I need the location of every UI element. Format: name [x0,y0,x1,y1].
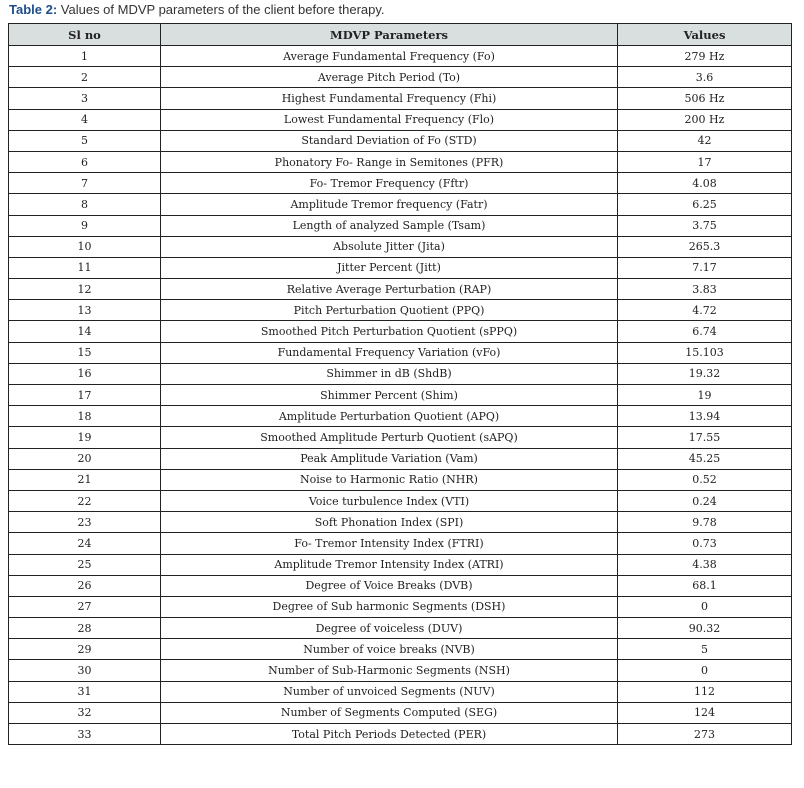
table-row [9,342,792,363]
value-cell: 7.17 [618,257,792,278]
table-row [9,575,792,596]
row-number-cell: 10 [9,236,161,257]
value-cell: 19 [618,385,792,406]
table-row [9,173,792,194]
table-row [9,660,792,681]
parameter-cell: Average Pitch Period (To) [161,67,618,88]
row-number-cell: 11 [9,257,161,278]
table-row [9,257,792,278]
table-row [9,300,792,321]
parameter-cell: Fo- Tremor Frequency (Fftr) [161,173,618,194]
table-row [9,88,792,109]
table-row [9,151,792,172]
row-number-cell: 16 [9,363,161,384]
row-number-cell: 31 [9,681,161,702]
header-parameters: MDVP Parameters [161,24,618,46]
row-number-cell: 18 [9,406,161,427]
value-cell: 273 [618,724,792,745]
row-number-cell: 30 [9,660,161,681]
row-number-cell: 5 [9,130,161,151]
table-row [9,67,792,88]
value-cell: 9.78 [618,512,792,533]
parameter-cell: Degree of voiceless (DUV) [161,618,618,639]
table-row [9,702,792,723]
row-number-cell: 23 [9,512,161,533]
table-row [9,321,792,342]
parameter-cell: Shimmer in dB (ShdB) [161,363,618,384]
row-number-cell: 9 [9,215,161,236]
parameter-cell: Absolute Jitter (Jita) [161,236,618,257]
value-cell: 13.94 [618,406,792,427]
value-cell: 0.24 [618,490,792,511]
value-cell: 124 [618,702,792,723]
parameter-cell: Noise to Harmonic Ratio (NHR) [161,469,618,490]
parameter-cell: Jitter Percent (Jitt) [161,257,618,278]
row-number-cell: 7 [9,173,161,194]
value-cell: 19.32 [618,363,792,384]
row-number-cell: 4 [9,109,161,130]
parameter-cell: Phonatory Fo- Range in Semitones (PFR) [161,151,618,172]
value-cell: 15.103 [618,342,792,363]
parameter-cell: Degree of Voice Breaks (DVB) [161,575,618,596]
parameter-cell: Number of voice breaks (NVB) [161,639,618,660]
parameter-cell: Number of Sub-Harmonic Segments (NSH) [161,660,618,681]
value-cell: 265.3 [618,236,792,257]
parameter-cell: Pitch Perturbation Quotient (PPQ) [161,300,618,321]
value-cell: 0.73 [618,533,792,554]
table-caption [9,2,385,17]
row-number-cell: 33 [9,724,161,745]
value-cell: 4.72 [618,300,792,321]
table-row [9,724,792,745]
parameter-cell: Smoothed Amplitude Perturb Quotient (sAPQ) [161,427,618,448]
parameter-cell: Relative Average Perturbation (RAP) [161,279,618,300]
table-row [9,448,792,469]
table-row [9,279,792,300]
value-cell: 90.32 [618,618,792,639]
table-row [9,533,792,554]
parameter-cell: Length of analyzed Sample (Tsam) [161,215,618,236]
row-number-cell: 28 [9,618,161,639]
table-row [9,385,792,406]
table-row [9,46,792,67]
parameter-cell: Amplitude Perturbation Quotient (APQ) [161,406,618,427]
row-number-cell: 24 [9,533,161,554]
row-number-cell: 25 [9,554,161,575]
row-number-cell: 22 [9,490,161,511]
parameter-cell: Soft Phonation Index (SPI) [161,512,618,533]
parameter-cell: Lowest Fundamental Frequency (Flo) [161,109,618,130]
value-cell: 6.25 [618,194,792,215]
value-cell: 3.83 [618,279,792,300]
parameter-cell: Shimmer Percent (Shim) [161,385,618,406]
row-number-cell: 12 [9,279,161,300]
row-number-cell: 19 [9,427,161,448]
parameter-cell: Amplitude Tremor Intensity Index (ATRI) [161,554,618,575]
value-cell: 506 Hz [618,88,792,109]
value-cell: 0 [618,660,792,681]
parameter-cell: Total Pitch Periods Detected (PER) [161,724,618,745]
value-cell: 112 [618,681,792,702]
parameter-cell: Smoothed Pitch Perturbation Quotient (sPPQ) [161,321,618,342]
table-row [9,681,792,702]
table-row [9,596,792,617]
value-cell: 4.08 [618,173,792,194]
parameter-cell: Peak Amplitude Variation (Vam) [161,448,618,469]
row-number-cell: 32 [9,702,161,723]
table-row [9,130,792,151]
row-number-cell: 17 [9,385,161,406]
value-cell: 3.6 [618,67,792,88]
row-number-cell: 6 [9,151,161,172]
row-number-cell: 26 [9,575,161,596]
caption-label: Table 2: [9,2,58,17]
row-number-cell: 15 [9,342,161,363]
parameter-cell: Highest Fundamental Frequency (Fhi) [161,88,618,109]
value-cell: 45.25 [618,448,792,469]
mdvp-table [8,23,792,745]
value-cell: 17.55 [618,427,792,448]
row-number-cell: 27 [9,596,161,617]
value-cell: 68.1 [618,575,792,596]
value-cell: 5 [618,639,792,660]
row-number-cell: 29 [9,639,161,660]
value-cell: 0.52 [618,469,792,490]
header-sl-no: Sl no [9,24,161,46]
parameter-cell: Voice turbulence Index (VTI) [161,490,618,511]
table-row [9,639,792,660]
table-row [9,490,792,511]
table-row [9,194,792,215]
parameter-cell: Number of Segments Computed (SEG) [161,702,618,723]
value-cell: 3.75 [618,215,792,236]
table-row [9,236,792,257]
value-cell: 200 Hz [618,109,792,130]
parameter-cell: Number of unvoiced Segments (NUV) [161,681,618,702]
table-row [9,109,792,130]
parameter-cell: Average Fundamental Frequency (Fo) [161,46,618,67]
table-row [9,215,792,236]
caption-text: Values of MDVP parameters of the client before therapy. [57,2,385,17]
table-row [9,554,792,575]
value-cell: 42 [618,130,792,151]
value-cell: 279 Hz [618,46,792,67]
parameter-cell: Degree of Sub harmonic Segments (DSH) [161,596,618,617]
table-row [9,469,792,490]
row-number-cell: 20 [9,448,161,469]
value-cell: 6.74 [618,321,792,342]
row-number-cell: 21 [9,469,161,490]
header-row [9,24,792,46]
row-number-cell: 1 [9,46,161,67]
table-row [9,363,792,384]
row-number-cell: 3 [9,88,161,109]
parameter-cell: Fundamental Frequency Variation (vFo) [161,342,618,363]
header-values: Values [618,24,792,46]
parameter-cell: Fo- Tremor Intensity Index (FTRI) [161,533,618,554]
parameter-cell: Standard Deviation of Fo (STD) [161,130,618,151]
row-number-cell: 2 [9,67,161,88]
row-number-cell: 13 [9,300,161,321]
value-cell: 4.38 [618,554,792,575]
value-cell: 0 [618,596,792,617]
table-row [9,406,792,427]
table-row [9,512,792,533]
parameter-cell: Amplitude Tremor frequency (Fatr) [161,194,618,215]
row-number-cell: 8 [9,194,161,215]
row-number-cell: 14 [9,321,161,342]
table-row [9,427,792,448]
value-cell: 17 [618,151,792,172]
table-row [9,618,792,639]
